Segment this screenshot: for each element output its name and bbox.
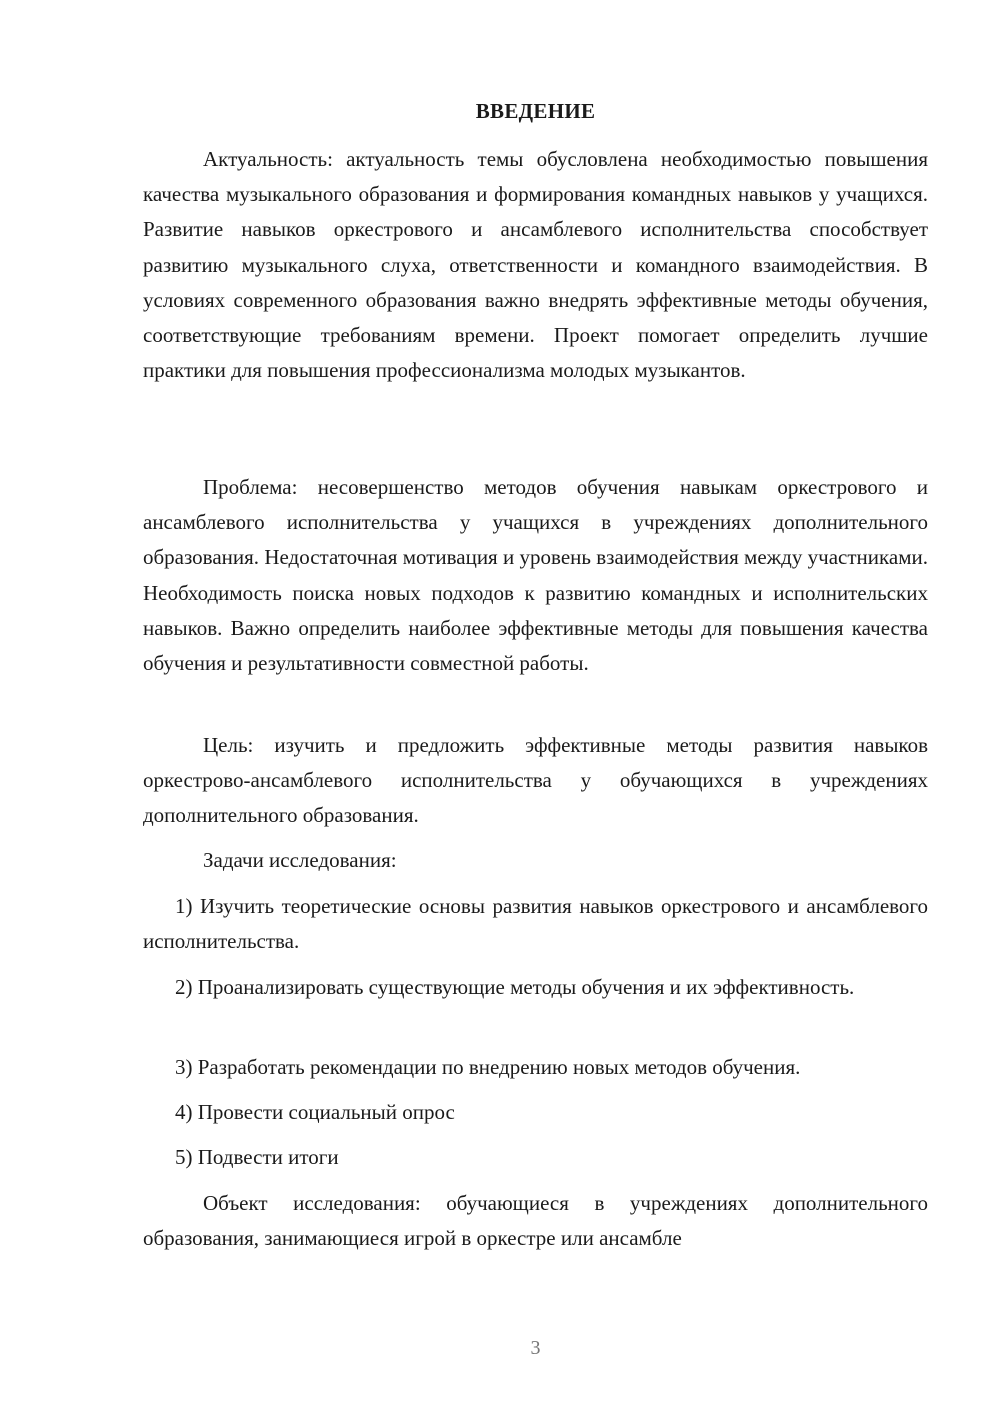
- task-item-4: 4) Провести социальный опрос: [175, 1100, 455, 1124]
- paragraph-goal: Цель: изучить и предложить эффективные методы развития навыков оркестрово-ансамблевого исполнительства у обучающихся в учреждениях дополнительного образования.: [143, 733, 928, 828]
- section-heading: ВВЕДЕНИЕ: [475, 99, 596, 123]
- task-item-3: 3) Разработать рекомендации по внедрению новых методов обучения.: [175, 1055, 801, 1079]
- page-number: 3: [530, 1337, 541, 1359]
- paragraph-problem: Проблема: несовершенство методов обучения навыкам оркестрового и ансамблевого исполнительства у учащихся в учреждениях дополнительного образования. Недостаточная мотивация и уровень взаимодействия между участниками. Необходимость поиска новых подходов к развитию командных и исполнительских навыков. Важно определить наиболее эффективные методы для повышения качества обучения и результативности совместной работы.: [143, 475, 928, 676]
- task-item-5: 5) Подвести итоги: [175, 1145, 339, 1169]
- task-item-2: 2) Проанализировать существующие методы обучения и их эффективность.: [175, 975, 855, 999]
- paragraph-relevance: Актуальность: актуальность темы обусловлена необходимостью повышения качества музыкального образования и формирования командных навыков у учащихся. Развитие навыков оркестрового и ансамблевого исполнительства способствует развитию музыкального слуха, ответственности и командного взаимодействия. В условиях современного образования важно внедрять эффективные методы обучения, соответствующие требованиям времени. Проект помогает определить лучшие практики для повышения профессионализма молодых музыкантов.: [143, 147, 928, 383]
- task-item-1: 1) Изучить теоретические основы развития навыков оркестрового и ансамблевого исполнительства.: [143, 894, 928, 954]
- paragraph-object: Объект исследования: обучающиеся в учреждениях дополнительного образования, занимающиеся игрой в оркестре или ансамбле: [143, 1191, 928, 1251]
- tasks-heading: Задачи исследования:: [203, 848, 397, 872]
